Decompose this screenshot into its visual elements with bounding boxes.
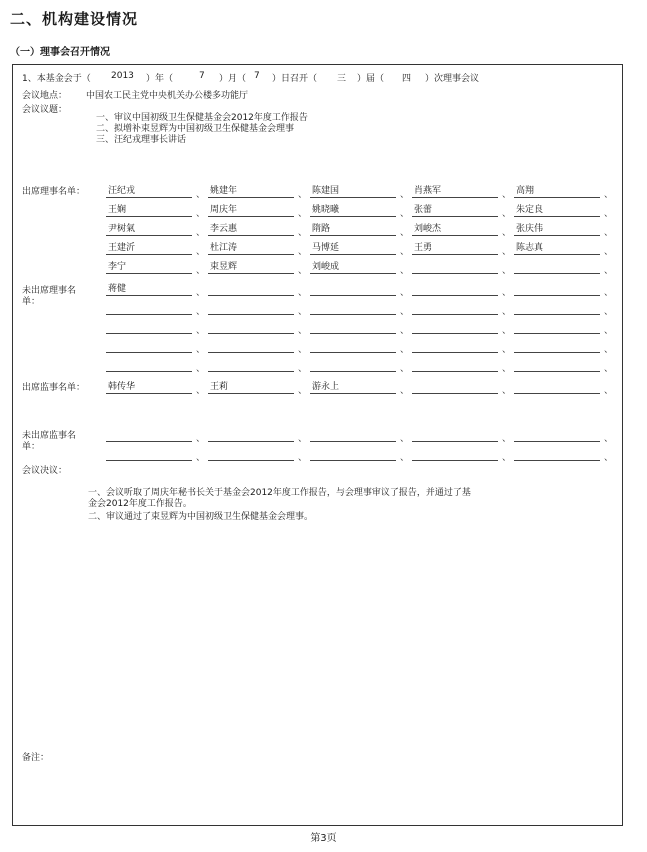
list-separator: 、 <box>298 266 308 276</box>
name-cell: 王勇 <box>412 242 498 255</box>
topic-item: 三、汪纪戎理事长讲话 <box>96 135 187 145</box>
name-cell: 陈建国 <box>310 185 396 198</box>
list-separator: 、 <box>604 266 614 276</box>
name-cell: 汪纪戎 <box>106 185 192 198</box>
list-separator: 、 <box>604 190 614 200</box>
list-separator: 、 <box>502 190 512 200</box>
list-separator: 、 <box>604 288 614 298</box>
name-cell: 肖燕军 <box>412 185 498 198</box>
name-cell: 游永上 <box>310 381 396 394</box>
meeting-month-sep: ）月（ <box>219 74 247 84</box>
list-separator: 、 <box>196 209 206 219</box>
list-separator: 、 <box>604 209 614 219</box>
list-separator: 、 <box>400 228 410 238</box>
topic-item: 二、拟增补束昱辉为中国初级卫生保健基金会理事 <box>96 124 295 134</box>
resolution-text: 二、审议通过了束昱辉为中国初级卫生保健基金会理事。 <box>88 512 314 522</box>
name-cell <box>208 359 294 372</box>
list-separator: 、 <box>298 434 308 444</box>
name-cell: 高翔 <box>514 185 600 198</box>
name-cell <box>106 321 192 334</box>
list-separator: 、 <box>298 345 308 355</box>
list-separator: 、 <box>400 209 410 219</box>
meeting-term: 三 <box>337 74 347 84</box>
list-separator: 、 <box>298 228 308 238</box>
name-cell: 张庆伟 <box>514 223 600 236</box>
resolution-text: 金会2012年度工作报告。 <box>88 499 192 509</box>
list-separator: 、 <box>196 434 206 444</box>
list-separator: 、 <box>502 345 512 355</box>
meeting-year-sep: ）年（ <box>146 74 174 84</box>
name-cell <box>208 448 294 461</box>
name-cell <box>412 359 498 372</box>
list-separator: 、 <box>298 386 308 396</box>
meeting-month: 7 <box>199 71 205 81</box>
name-cell <box>514 381 600 394</box>
name-cell: 刘峻成 <box>310 261 396 274</box>
name-cell <box>412 381 498 394</box>
absent-directors-label: 未出席理事名 <box>22 286 77 296</box>
section-title: 二、机构建设情况 <box>10 10 139 28</box>
name-cell <box>412 429 498 442</box>
name-cell: 姚建年 <box>208 185 294 198</box>
list-separator: 、 <box>196 190 206 200</box>
name-cell: 蒋健 <box>106 283 192 296</box>
name-cell: 束昱辉 <box>208 261 294 274</box>
name-cell <box>514 321 600 334</box>
subsection-title: （一）理事会召开情况 <box>10 47 110 58</box>
list-separator: 、 <box>502 434 512 444</box>
list-separator: 、 <box>400 453 410 463</box>
resolution-text: 一、会议听取了周庆年秘书长关于基金会2012年度工作报告，与会理事审议了报告，并通过了基 <box>88 488 471 498</box>
name-cell <box>310 340 396 353</box>
list-separator: 、 <box>196 345 206 355</box>
name-cell <box>514 429 600 442</box>
list-separator: 、 <box>298 247 308 257</box>
name-cell <box>106 448 192 461</box>
name-cell <box>106 429 192 442</box>
list-separator: 、 <box>298 326 308 336</box>
list-separator: 、 <box>604 345 614 355</box>
name-cell <box>412 448 498 461</box>
name-cell <box>412 261 498 274</box>
name-cell: 朱定良 <box>514 204 600 217</box>
topics-label: 会议议题： <box>22 105 68 115</box>
list-separator: 、 <box>604 247 614 257</box>
name-cell <box>310 429 396 442</box>
meeting-session: 四 <box>402 74 412 84</box>
list-separator: 、 <box>400 266 410 276</box>
name-cell: 陈志真 <box>514 242 600 255</box>
list-separator: 、 <box>298 288 308 298</box>
list-separator: 、 <box>196 266 206 276</box>
topic-item: 一、审议中国初级卫生保健基金会2012年度工作报告 <box>96 113 308 123</box>
name-cell <box>208 283 294 296</box>
name-cell <box>208 340 294 353</box>
list-separator: 、 <box>400 345 410 355</box>
meeting-day-sep: ）日召开（ <box>272 74 318 84</box>
list-separator: 、 <box>400 190 410 200</box>
page-number: 第3页 <box>310 833 337 844</box>
meeting-term-sep: ）届（ <box>357 74 385 84</box>
meeting-line-suffix: ）次理事会议 <box>425 74 480 84</box>
name-cell: 尹树氣 <box>106 223 192 236</box>
list-separator: 、 <box>196 453 206 463</box>
list-separator: 、 <box>502 266 512 276</box>
name-cell: 杜江涛 <box>208 242 294 255</box>
name-cell <box>310 448 396 461</box>
list-separator: 、 <box>400 247 410 257</box>
name-cell: 马博延 <box>310 242 396 255</box>
list-separator: 、 <box>604 364 614 374</box>
list-separator: 、 <box>298 307 308 317</box>
list-separator: 、 <box>400 288 410 298</box>
name-cell <box>514 448 600 461</box>
remarks-label: 备注： <box>22 753 50 763</box>
list-separator: 、 <box>196 288 206 298</box>
name-cell <box>514 261 600 274</box>
name-cell: 王建沂 <box>106 242 192 255</box>
list-separator: 、 <box>298 453 308 463</box>
list-separator: 、 <box>502 288 512 298</box>
name-cell: 张蕾 <box>412 204 498 217</box>
location-label: 会议地点： <box>22 91 68 101</box>
absent-supervisors-label: 未出席监事名 <box>22 431 77 441</box>
name-cell <box>412 283 498 296</box>
absent-directors-label-cont: 单： <box>22 297 41 307</box>
name-cell: 周庆年 <box>208 204 294 217</box>
list-separator: 、 <box>502 209 512 219</box>
list-separator: 、 <box>604 386 614 396</box>
absent-supervisors-label-cont: 单： <box>22 442 41 452</box>
name-cell <box>208 302 294 315</box>
list-separator: 、 <box>400 364 410 374</box>
list-separator: 、 <box>502 364 512 374</box>
name-cell <box>106 340 192 353</box>
meeting-location: 中国农工民主党中央机关办公楼多功能厅 <box>86 91 249 101</box>
name-cell <box>412 302 498 315</box>
name-cell <box>106 359 192 372</box>
name-cell: 李宁 <box>106 261 192 274</box>
list-separator: 、 <box>298 364 308 374</box>
attending-supervisors-label: 出席监事名单： <box>22 383 86 393</box>
meeting-year: 2013 <box>111 71 134 81</box>
name-cell: 李云惠 <box>208 223 294 236</box>
meeting-info-frame <box>12 64 623 826</box>
list-separator: 、 <box>400 307 410 317</box>
list-separator: 、 <box>196 228 206 238</box>
name-cell <box>208 429 294 442</box>
list-separator: 、 <box>604 326 614 336</box>
meeting-line-prefix: 1、本基金会于（ <box>22 74 91 84</box>
list-separator: 、 <box>196 364 206 374</box>
name-cell <box>310 321 396 334</box>
name-cell <box>514 359 600 372</box>
list-separator: 、 <box>400 386 410 396</box>
list-separator: 、 <box>196 326 206 336</box>
name-cell <box>514 283 600 296</box>
list-separator: 、 <box>298 209 308 219</box>
list-separator: 、 <box>400 326 410 336</box>
list-separator: 、 <box>502 326 512 336</box>
list-separator: 、 <box>604 453 614 463</box>
list-separator: 、 <box>502 386 512 396</box>
name-cell <box>412 340 498 353</box>
name-cell <box>514 302 600 315</box>
name-cell: 隋路 <box>310 223 396 236</box>
list-separator: 、 <box>196 386 206 396</box>
meeting-day: 7 <box>254 71 260 81</box>
list-separator: 、 <box>400 434 410 444</box>
name-cell <box>310 302 396 315</box>
name-cell: 王莉 <box>208 381 294 394</box>
list-separator: 、 <box>604 307 614 317</box>
resolutions-label: 会议决议： <box>22 466 68 476</box>
list-separator: 、 <box>502 228 512 238</box>
name-cell: 王娴 <box>106 204 192 217</box>
name-cell: 刘峻杰 <box>412 223 498 236</box>
list-separator: 、 <box>502 453 512 463</box>
list-separator: 、 <box>502 307 512 317</box>
name-cell <box>412 321 498 334</box>
name-cell <box>310 359 396 372</box>
name-cell <box>310 283 396 296</box>
attending-directors-label: 出席理事名单： <box>22 187 86 197</box>
name-cell <box>208 321 294 334</box>
list-separator: 、 <box>604 228 614 238</box>
list-separator: 、 <box>604 434 614 444</box>
name-cell <box>106 302 192 315</box>
list-separator: 、 <box>196 247 206 257</box>
list-separator: 、 <box>298 190 308 200</box>
name-cell <box>514 340 600 353</box>
name-cell: 姚晓曦 <box>310 204 396 217</box>
name-cell: 韩传华 <box>106 381 192 394</box>
list-separator: 、 <box>196 307 206 317</box>
list-separator: 、 <box>502 247 512 257</box>
